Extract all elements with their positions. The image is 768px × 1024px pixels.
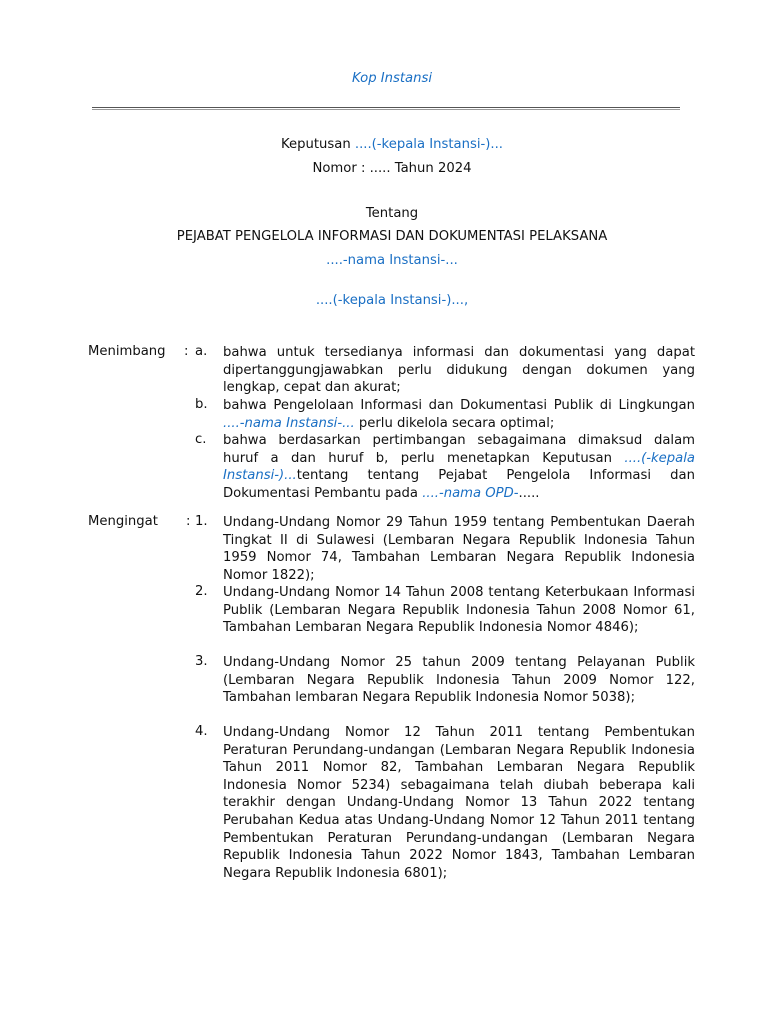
nomor-line: Nomor : ..... Tahun 2024 — [312, 161, 472, 176]
menimbang-label: Menimbang — [88, 344, 166, 359]
menimbang-colon: : — [184, 344, 189, 359]
item-c-text-mid: tentang tentang Pejabat Pengelola Informasi dan Dokumentasi Pembantu pada — [223, 468, 695, 501]
instansi-name: ....-nama Instansi-... — [326, 253, 458, 268]
menimbang-item-c — [223, 432, 695, 502]
mengingat-item-1: Undang-Undang Nomor 29 Tahun 1959 tentang Pembentukan Daerah Tingkat II di Sulawesi (Lembaran Negara Republik Indonesia Tahun 1959 Nomor 74, Tambahan Lembaran Negara Republik Indonesia Nomor 1822); — [223, 515, 695, 583]
kepala-instansi: ....(-kepala Instansi-)..., — [315, 293, 469, 308]
menimbang-item-a: bahwa untuk tersedianya informasi dan dokumentasi yang dapat dipertanggungjawabkan perlu didukung dengan dokumen yang lengkap, cepat dan akurat; — [223, 345, 695, 396]
item-b-text: bahwa Pengelolaan Informasi dan Dokumentasi Publik di Lingkungan — [223, 398, 695, 413]
mengingat-marker-4: 4. — [195, 724, 208, 739]
mengingat-colon: : — [186, 514, 191, 529]
tentang-heading: Tentang — [365, 206, 419, 221]
subject-title: PEJABAT PENGELOLA INFORMASI DAN DOKUMENTASI PELAKSANA — [176, 229, 608, 244]
item-c-text-end: ..... — [518, 485, 540, 501]
mengingat-item-2: Undang-Undang Nomor 14 Tahun 2008 tentang Keterbukaan Informasi Publik (Lembaran Negara Republik Indonesia Tahun 2008 Nomor 61, Tambahan Lembaran Negara Republik Indonesia Nomor 4846); — [223, 585, 695, 636]
mengingat-item-4: Undang-Undang Nomor 12 Tahun 2011 tentang Pembentukan Peraturan Perundang-undangan (Lembaran Negara Republik Indonesia Tahun 2011 Nomor 82, Tambahan Lembaran Negara Republik Indonesia Nomor 5234) sebagaimana telah diubah beberapa kali terakhir dengan Undang-Undang Nomor 13 Tahun 2022 tentang Perubahan Kedua atas Undang-Undang Nomor 12 Tahun 2011 tentang Pembentukan Peraturan Perundang-undangan (Lembaran Negara Republik Indonesia Tahun 2022 Nomor 1843, Tambahan Lembaran Negara Republik Indonesia 6801); — [223, 725, 695, 881]
menimbang-marker-b: b. — [195, 397, 208, 412]
item-c-opd: ....-nama OPD- — [422, 485, 519, 501]
mengingat-marker-2: 2. — [195, 584, 208, 599]
kop-instansi: Kop Instansi — [351, 71, 433, 86]
item-c-kepala: ....(-kepala Instansi-)... — [223, 450, 695, 484]
mengingat-marker-3: 3. — [195, 654, 208, 669]
menimbang-marker-a: a. — [195, 344, 208, 359]
menimbang-item-b — [223, 397, 695, 432]
mengingat-item-3: Undang-Undang Nomor 25 tahun 2009 tentang Pelayanan Publik (Lembaran Negara Republik Indonesia Tahun 2009 Nomor 122, Tambahan lembaran Negara Republik Indonesia Nomor 5038); — [223, 655, 695, 706]
item-b-text-end: perlu dikelola secara optimal; — [354, 415, 555, 431]
mengingat-label: Mengingat — [88, 514, 158, 529]
keputusan-prefix: Keputusan — [281, 137, 355, 152]
item-b-instansi: ....-nama Instansi-... — [223, 415, 355, 431]
mengingat-marker-1: 1. — [195, 514, 208, 529]
item-c-text: bahwa berdasarkan pertimbangan sebagaimana dimaksud dalam huruf a dan huruf b, perlu menetapkan Keputusan — [223, 433, 695, 466]
keputusan-kepala: ....(-kepala Instansi-)... — [354, 137, 503, 152]
menimbang-marker-c: c. — [195, 432, 207, 447]
header-divider — [92, 107, 680, 108]
keputusan-line — [0, 137, 768, 152]
